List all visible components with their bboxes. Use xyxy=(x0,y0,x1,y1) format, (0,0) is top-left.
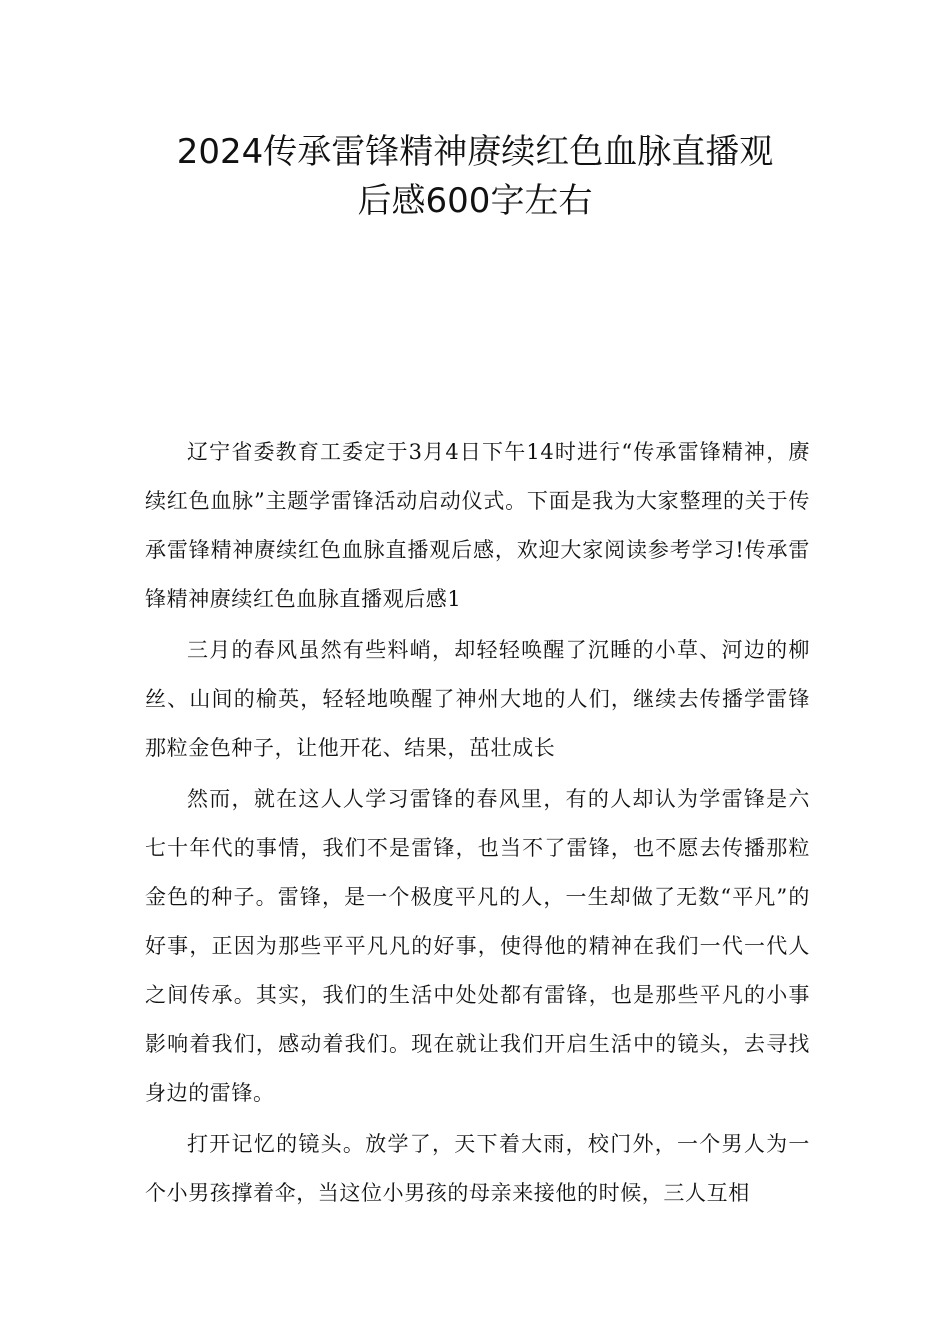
paragraph: 然而，就在这人人学习雷锋的春风里，有的人却认为学雷锋是六七十年代的事情，我们不是雷锋，也当不了雷锋，也不愿去传播那粒金色的种子。雷锋，是一个极度平凡的人，一生却做了无数“平凡”的好事，正因为那些平平凡凡的好事，使得他的精神在我们一代一代人之间传承。其实，我们的生活中处处都有雷锋，也是那些平凡的小事影响着我们，感动着我们。现在就让我们开启生活中的镜头，去寻找身边的雷锋。 xyxy=(145,787,810,1105)
paragraph: 打开记忆的镜头。放学了，天下着大雨，校门外，一个男人为一个小男孩撑着伞，当这位小男孩的母亲来接他的时候，三人互相 xyxy=(145,1132,810,1205)
paragraph: 三月的春风虽然有些料峭，却轻轻唤醒了沉睡的小草、河边的柳丝、山间的榆英，轻轻地唤醒了神州大地的人们，继续去传播学雷锋那粒金色种子，让他开花、结果，茁壮成长 xyxy=(145,638,810,760)
paragraph: 辽宁省委教育工委定于3月4日下午14时进行“传承雷锋精神，赓续红色血脉”主题学雷锋活动启动仪式。下面是我为大家整理的关于传承雷锋精神赓续红色血脉直播观后感，欢迎大家阅读参考学习!传承雷锋精神赓续红色血脉直播观后感1 xyxy=(145,440,810,611)
title-line-2: 后感600字左右 xyxy=(357,181,593,221)
document-body xyxy=(145,428,810,1220)
title-line-1: 2024传承雷锋精神赓续红色血脉直播观 xyxy=(176,132,774,172)
document-title xyxy=(100,128,850,226)
